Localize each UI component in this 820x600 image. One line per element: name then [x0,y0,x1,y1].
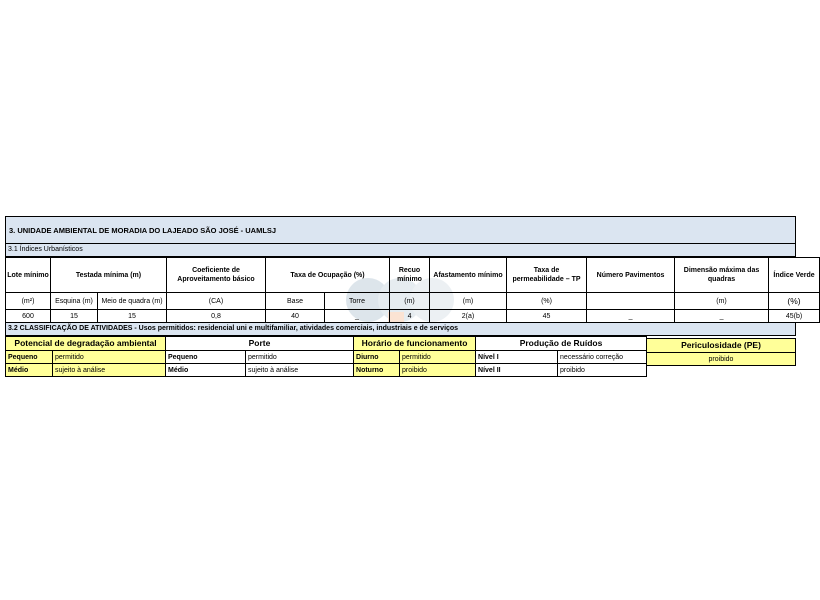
unit-lote: (m²) [6,293,51,310]
unit-pavimentos [587,293,675,310]
unit-base: Base [266,293,325,310]
porte-title: Porte [166,337,354,351]
value-dimensao: _ [675,310,769,323]
activities-table [5,336,647,377]
potencial-value-1: permitido [53,351,166,364]
header-testada: Testada mínima (m) [51,258,167,293]
horario-title: Horário de funcionamento [354,337,476,351]
header-coeficiente: Coeficiente de Aproveitamento básico [167,258,266,293]
activities-row-1 [6,351,647,364]
section-title: 3. UNIDADE AMBIENTAL DE MORADIA DO LAJEADO SÃO JOSÉ - UAMLSJ [5,216,796,244]
unit-permeabilidade: (%) [507,293,587,310]
horario-value-1: permitido [400,351,476,364]
header-indice-verde: Índice Verde [769,258,820,293]
indices-values-row [6,310,820,323]
unit-afastamento: (m) [430,293,507,310]
porte-key-2: Médio [166,364,246,377]
value-recuo: 4 [390,310,430,323]
classificacao-label: 3.2 CLASSIFICAÇÃO DE ATIVIDADES - Usos permitidos: residencial uni e multifamiliar, atividades comerciais, industriais e de serviços [5,323,796,336]
porte-value-1: permitido [246,351,354,364]
indices-units-row [6,293,820,310]
potencial-value-2: sujeito à análise [53,364,166,377]
unit-recuo: (m) [390,293,430,310]
header-afastamento: Afastamento mínimo [430,258,507,293]
activities-header-row [6,337,647,351]
potencial-key-1: Pequeno [6,351,53,364]
unit-esquina: Esquina (m) [51,293,98,310]
header-taxa-ocupacao: Taxa de Ocupação (%) [266,258,390,293]
unit-torre: Torre [325,293,390,310]
indices-table [5,257,820,323]
potencial-title: Potencial de degradação ambiental [6,337,166,351]
value-torre: _ [325,310,390,323]
porte-key-1: Pequeno [166,351,246,364]
periculosidade-value: proibido [647,353,796,366]
header-permeabilidade: Taxa de permeabilidade – TP [507,258,587,293]
value-meio-quadra: 15 [98,310,167,323]
ruidos-key-1: Nível I [476,351,558,364]
unit-dimensao: (m) [675,293,769,310]
ruidos-value-2: proibido [558,364,647,377]
ruidos-value-1: necessário correção [558,351,647,364]
value-lote: 600 [6,310,51,323]
value-afastamento: 2(a) [430,310,507,323]
indices-table-wrap [5,257,815,323]
value-esquina: 15 [51,310,98,323]
value-base: 40 [266,310,325,323]
unit-indice-verde: (%) [769,293,820,310]
horario-key-1: Diurno [354,351,400,364]
ruidos-title: Produção de Ruídos [476,337,647,351]
horario-value-2: proibido [400,364,476,377]
header-recuo: Recuo mínimo [390,258,430,293]
ruidos-key-2: Nível II [476,364,558,377]
indices-label: 3.1 Índices Urbanísticos [5,244,796,257]
unit-meio-quadra: Meio de quadra (m) [98,293,167,310]
header-dimensao: Dimensão máxima das quadras [675,258,769,293]
unit-coeficiente: (CA) [167,293,266,310]
porte-value-2: sujeito à análise [246,364,354,377]
value-permeabilidade: 45 [507,310,587,323]
activities-row-2 [6,364,647,377]
value-pavimentos: _ [587,310,675,323]
header-pavimentos: Número Pavimentos [587,258,675,293]
header-lote: Lote mínimo [6,258,51,293]
value-coeficiente: 0,8 [167,310,266,323]
periculosidade-table [646,338,796,366]
periculosidade-title: Periculosidade (PE) [647,339,796,353]
potencial-key-2: Médio [6,364,53,377]
indices-header-row [6,258,820,293]
horario-key-2: Noturno [354,364,400,377]
urban-indices-sheet [5,216,815,377]
value-indice-verde: 45(b) [769,310,820,323]
